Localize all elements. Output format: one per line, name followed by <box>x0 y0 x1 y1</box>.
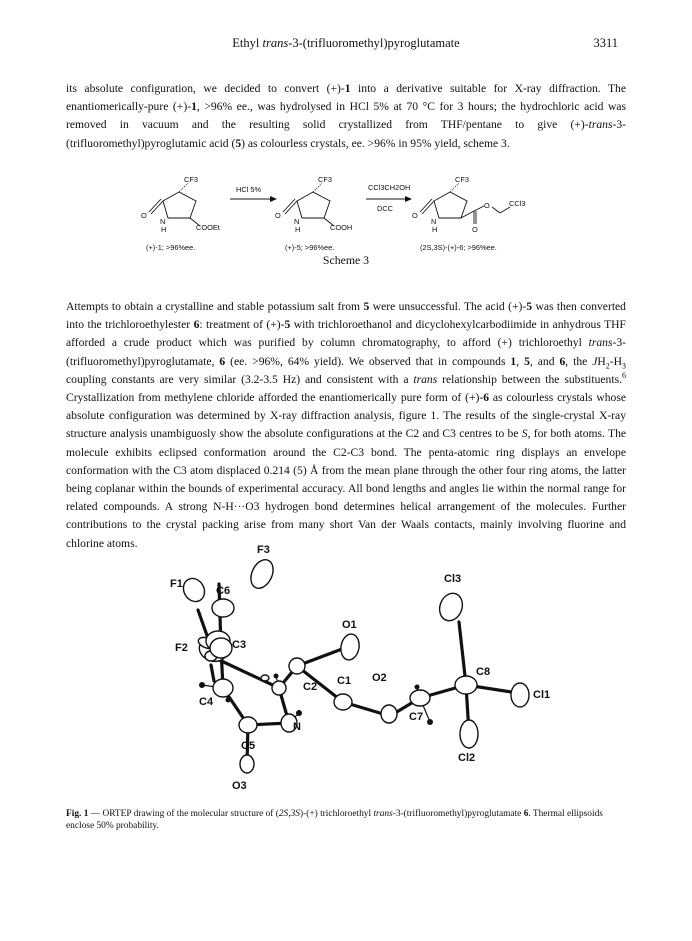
atom-o3 <box>240 755 254 773</box>
paragraph2-run: S <box>521 427 528 441</box>
compound-3 <box>412 175 525 252</box>
compound-3-ester-o: O <box>484 201 490 210</box>
figure-label: Fig. 1 <box>66 809 89 819</box>
label-f1: F1 <box>170 578 183 590</box>
compound-3-ring-n: N <box>431 217 437 226</box>
compound-3-ring-o: O <box>412 211 418 220</box>
paragraph2-run: -3-(trifluoromethyl)pyroglutamate, <box>66 336 626 368</box>
paragraph2-run: coupling constants are very similar (3.2-3.5 Hz) and consistent with a <box>66 372 414 386</box>
compound-2-ring-h: H <box>295 225 301 234</box>
paragraph1-run: -3-(trifluoromethyl)pyroglutamic acid ( <box>66 118 626 150</box>
compound-2-ring-o: O <box>275 211 281 220</box>
paragraph2-run: 1 <box>510 354 517 368</box>
compound-1-ring-o: O <box>141 211 147 220</box>
arrow-1 <box>230 185 277 202</box>
compound-1 <box>141 175 220 252</box>
arrow-2-reagent-bottom: DCC <box>377 204 394 213</box>
paragraph1-run: 1 <box>344 82 351 95</box>
atom-c1 <box>289 658 305 674</box>
paragraph2-run: , for both atoms. The molecule exhibits eclipsed conformation around the C2-C3 bond. The penta-atomic ring displays an envelope conformation with the C3 atom displaced 0.214 (5) Å from the mean plane through the other four ring atoms, the latter being coplanar within the bounds of experimental accuracy. All bond lengths and angles lie within the normal range for related compounds. A strong N-H···O3 hydrogen bond determines helical arrangement of the molecules. Further contributions to the crystal packing arise from many short Van der Waals contacts, mainly involving fluorine and chlorine atoms. <box>66 427 627 550</box>
atom-c4 <box>213 679 233 697</box>
label-c3: C3 <box>232 639 247 651</box>
label-c6: C6 <box>216 585 231 597</box>
paragraph2-run: 6 <box>193 318 200 332</box>
page-number: 3311 <box>593 36 618 50</box>
label-cl2: Cl2 <box>458 752 476 764</box>
compound-2-caption: (+)-5; >96%ee. <box>285 243 335 252</box>
paragraph2-run: was then converted into the trichloroethylester <box>66 300 626 332</box>
paragraph2-run: 5 <box>284 318 291 332</box>
label-f2: F2 <box>175 642 188 654</box>
atom-c3 <box>210 638 232 658</box>
paragraph2-run: with trichloroethanol and dicyclohexylcarbodiimide in anhydrous THF afforded a crude product which was purified by column chromatography, to afford (+) trichloroethyl <box>66 318 626 350</box>
label-f3: F3 <box>257 544 270 556</box>
compound-2-cf3: CF3 <box>318 175 332 184</box>
atom-o2 <box>334 694 352 710</box>
compound-1-ring-h: H <box>161 225 167 234</box>
paragraph2-run: as colourless crystals whose absolute configuration was determined by X-ray diffraction analysis, figure 1. The results of the single-crystal X-ray structure analysis unambiguosly show the absolute configurations at the C2 and C3 centres to be <box>66 391 626 441</box>
ortep-figure <box>0 540 692 802</box>
label-c5: C5 <box>241 740 256 752</box>
label-n: N <box>293 721 301 733</box>
atom-c5 <box>239 717 257 733</box>
paragraph2-run: 6 <box>483 391 490 405</box>
atom-c2 <box>272 681 286 695</box>
compound-3-carbonyl-o: O <box>472 225 478 234</box>
paragraph-2 <box>66 298 626 553</box>
running-title: Ethyl trans-3-(trifluoromethyl)pyroglutamate <box>232 36 460 50</box>
compound-2-ring-n: N <box>294 217 300 226</box>
compound-3-ring-h: H <box>432 225 438 234</box>
paragraph2-run: 2 <box>605 360 610 370</box>
paragraph1-run: ) as colourless crystals, ee. >96% in 95% yield, scheme 3. <box>241 136 510 150</box>
paragraph2-run: 6 <box>559 354 566 368</box>
paragraph2-run: J <box>592 354 598 368</box>
paragraph2-run: were unsuccessful. The acid (+)- <box>369 300 527 313</box>
paragraph1-run: trans <box>588 118 613 132</box>
compound-2 <box>275 175 352 252</box>
scheme-label: Scheme 3 <box>322 253 370 267</box>
label-c4: C4 <box>199 696 214 708</box>
label-o3: O3 <box>232 780 247 792</box>
paragraph1-run: into a derivative suitable for X-ray diffraction. The enantiomerically-pure (+)- <box>66 82 626 114</box>
arrow-2-reagent-top: CCl3CH2OH <box>368 183 411 192</box>
paragraph2-run: -H <box>609 354 623 368</box>
paragraph2-run: Crystallization from methylene chloride afforded the enantiomerically pure form of (+)- <box>66 391 484 405</box>
paragraph2-run: H <box>597 354 606 368</box>
label-c8: C8 <box>476 666 491 678</box>
arrow-2 <box>366 183 412 213</box>
paragraph1-run: , >96% ee., was hydrolysed in HCl 5% at 70 °C for 3 hours; the hydrochloric acid was removed in vacuum and the resulting solid crystallized from THF/pentane to give (+)- <box>66 100 626 132</box>
scheme-3 <box>0 168 692 252</box>
label-c1: C1 <box>337 675 352 687</box>
arrow-1-reagent: HCl 5% <box>236 185 262 194</box>
label-cl3: Cl3 <box>444 573 462 585</box>
compound-3-cf3: CF3 <box>455 175 469 184</box>
running-head <box>0 36 692 52</box>
paragraph2-run: Attempts to obtain a crystalline and stable potassium salt from <box>66 300 364 313</box>
compound-1-ester: COOEt <box>196 223 220 232</box>
compound-1-cf3: CF3 <box>184 175 198 184</box>
label-c2: C2 <box>303 681 318 693</box>
paragraph2-run: , and <box>529 354 560 368</box>
paragraph2-run: 5 <box>526 300 533 313</box>
paragraph2-run: (ee. >96%, 64% yield). We observed that in compounds <box>225 354 511 368</box>
paragraph2-run: 5 <box>363 300 370 313</box>
paragraph2-run: trans <box>413 372 438 386</box>
label-o1: O1 <box>342 619 357 631</box>
compound-3-ccl3: CCl3 <box>509 199 526 208</box>
label-cl1: Cl1 <box>533 689 551 701</box>
compound-1-caption: (+)-1; >96%ee. <box>146 243 196 252</box>
paragraph1-run: 5 <box>235 136 242 150</box>
paragraph1-run: 1 <box>191 100 197 114</box>
figure-caption: Fig. 1 — ORTEP drawing of the molecular structure of (2S,3S)-(+) trichloroethyl trans-3-(trifluoromethyl)pyroglutamate 6. Thermal ellipsoids enclose 50% probability. <box>66 809 603 831</box>
paragraph2-run: 6 <box>621 370 626 380</box>
paragraph2-run: relationship between the substituents. <box>437 372 622 386</box>
compound-3-caption: (2S,3S)-(+)-6; >96%ee. <box>420 243 497 252</box>
paragraph2-run: 3 <box>622 360 627 370</box>
atom-c7 <box>410 690 430 706</box>
paragraph-1 <box>66 80 626 153</box>
paragraph2-run: 6 <box>219 354 226 368</box>
paragraph2-run: trans <box>588 336 613 350</box>
paragraph2-run: : treatment of (+)- <box>199 318 285 332</box>
atom-c8 <box>455 676 477 694</box>
label-o2: O2 <box>372 672 387 684</box>
paragraph2-run: 5 <box>524 354 530 368</box>
paragraph2-run: , <box>516 354 525 368</box>
label-c7: C7 <box>409 711 424 723</box>
paragraph1-run: its absolute configuration, we decided to convert (+)- <box>66 82 345 95</box>
paragraph2-run: , the <box>565 354 593 368</box>
compound-2-acid: COOH <box>330 223 353 232</box>
compound-1-ring-n: N <box>160 217 166 226</box>
